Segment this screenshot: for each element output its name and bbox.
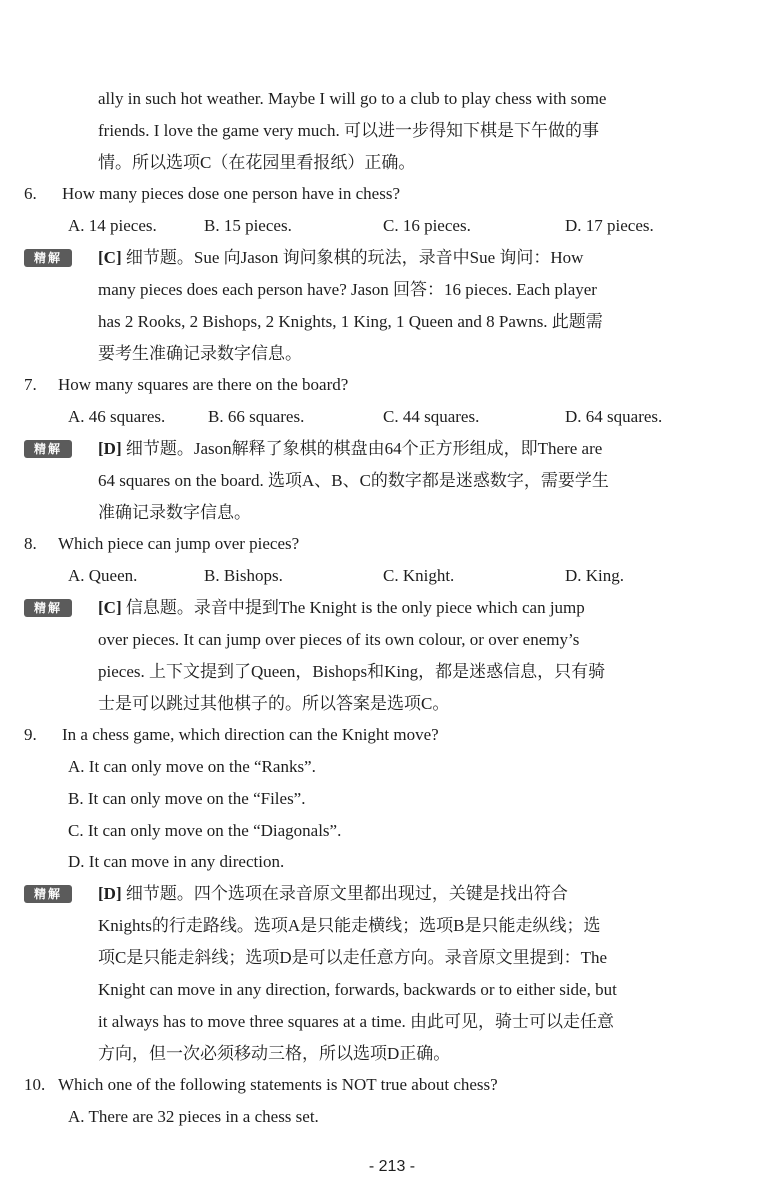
explanation-line: pieces. 上下文提到了Queen，Bishops和King，都是迷惑信息，只有骑 — [98, 662, 606, 681]
explanation-line: 要考生准确记录数字信息。 — [98, 344, 302, 363]
option: B. It can only move on the “Files”. — [68, 789, 306, 808]
explanation-tag: 精解 — [24, 599, 72, 617]
option: A. 14 pieces. — [68, 216, 157, 235]
explanation-first-line — [24, 438, 602, 460]
question-number: 9. — [24, 725, 37, 744]
option: D. 64 squares. — [565, 407, 663, 426]
answer-letter: [D] — [98, 439, 122, 458]
explanation-tag: 精解 — [24, 440, 72, 458]
explanation-line: has 2 Rooks, 2 Bishops, 2 Knights, 1 King, 1 Queen and 8 Pawns. 此题需 — [98, 312, 603, 331]
option: A. 46 squares. — [68, 407, 166, 426]
text-line: friends. I love the game very much. 可以进一步得知下棋是下午做的事 — [98, 121, 599, 140]
explanation-line: Knights的行走路线。选项A是只能走横线；选项B是只能走纵线；选 — [98, 916, 601, 935]
option: D. It can move in any direction. — [68, 852, 285, 871]
answer-letter: [D] — [98, 884, 122, 903]
option: A. There are 32 pieces in a chess set. — [68, 1107, 319, 1126]
option: C. 44 squares. — [383, 407, 480, 426]
explanation-text: 细节题。四个选项在录音原文里都出现过，关键是找出符合 — [125, 884, 568, 903]
option: D. 17 pieces. — [565, 216, 654, 235]
explanation-text: 信息题。录音中提到The Knight is the only piece which can jump — [125, 598, 585, 617]
explanation-line: over pieces. It can jump over pieces of its own colour, or over enemy’s — [98, 630, 580, 649]
answer-letter: [C] — [98, 598, 122, 617]
question-number: 8. — [24, 534, 37, 553]
question-text: Which piece can jump over pieces? — [58, 534, 300, 553]
explanation-line: Knight can move in any direction, forwards, backwards or to either side, but — [98, 980, 617, 999]
explanation-line: 项C是只能走斜线；选项D是可以走任意方向。录音原文里提到：The — [98, 948, 608, 967]
answer-letter: [C] — [98, 248, 122, 267]
option: C. It can only move on the “Diagonals”. — [68, 821, 342, 840]
question-number: 10. — [24, 1075, 46, 1094]
question-text: In a chess game, which direction can the Knight move? — [62, 725, 439, 744]
explanation-tag: 精解 — [24, 249, 72, 267]
explanation-first-line — [24, 247, 583, 269]
explanation-line: it always has to move three squares at a time. 由此可见，骑士可以走任意 — [98, 1012, 615, 1031]
page-number: - 213 - — [368, 1158, 416, 1175]
option: A. Queen. — [68, 566, 138, 585]
option: B. Bishops. — [204, 566, 283, 585]
explanation-line: 准确记录数字信息。 — [98, 503, 251, 522]
question-number: 6. — [24, 184, 37, 203]
option: B. 15 pieces. — [204, 216, 292, 235]
explanation-text: 细节题。Sue 向Jason 询问象棋的玩法，录音中Sue 询问：How — [125, 248, 584, 267]
question-number: 7. — [24, 375, 37, 394]
explanation-line: 64 squares on the board. 选项A、B、C的数字都是迷惑数字，需要学生 — [98, 471, 609, 490]
explanation-first-line — [24, 597, 585, 619]
explanation-text: 细节题。Jason解释了象棋的棋盘由64个正方形组成，即There are — [125, 439, 603, 458]
explanation-first-line — [24, 883, 568, 905]
option: C. Knight. — [383, 566, 455, 585]
text-line: ally in such hot weather. Maybe I will go to a club to play chess with some — [98, 89, 607, 108]
text-line: 情。所以选项C（在花园里看报纸）正确。 — [98, 153, 416, 172]
explanation-line: 方向，但一次必须移动三格，所以选项D正确。 — [98, 1044, 451, 1063]
question-text: Which one of the following statements is NOT true about chess? — [58, 1075, 498, 1094]
option: C. 16 pieces. — [383, 216, 471, 235]
explanation-tag: 精解 — [24, 885, 72, 903]
explanation-line: 士是可以跳过其他棋子的。所以答案是选项C。 — [98, 694, 450, 713]
option: D. King. — [565, 566, 625, 585]
question-text: How many squares are there on the board? — [58, 375, 349, 394]
question-text: How many pieces dose one person have in chess? — [62, 184, 401, 203]
option: B. 66 squares. — [208, 407, 305, 426]
explanation-line: many pieces does each person have? Jason 回答：16 pieces. Each player — [98, 280, 597, 299]
option: A. It can only move on the “Ranks”. — [68, 757, 316, 776]
